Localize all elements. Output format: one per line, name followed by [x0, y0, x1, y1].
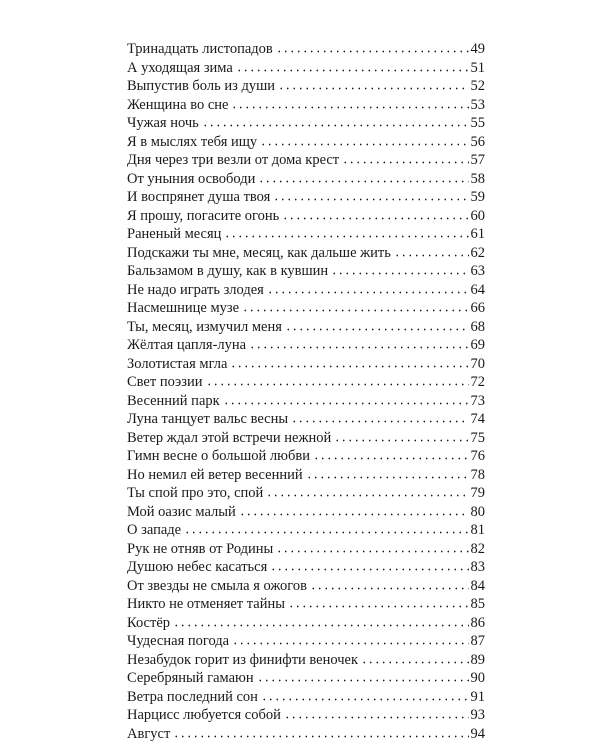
- toc-entry-title: Насмешнице музе: [127, 300, 240, 316]
- dot-leader: [394, 247, 469, 257]
- toc-entry: [127, 540, 485, 559]
- toc-entry-page-number: 81: [470, 522, 485, 538]
- toc-entry-page-number: 80: [470, 503, 485, 520]
- table-of-contents: [127, 40, 485, 743]
- dot-leader: [282, 210, 468, 220]
- dot-leader: [231, 99, 468, 109]
- toc-entry: [127, 429, 485, 448]
- toc-entry-title: Бальзамом в душу, как в кувшин: [127, 263, 329, 279]
- dot-leader: [266, 487, 468, 497]
- dot-leader: [261, 691, 469, 701]
- toc-entry-page-number: 82: [470, 540, 485, 557]
- toc-entry: [127, 484, 485, 503]
- toc-entry-page-number: 87: [470, 633, 485, 649]
- toc-entry-title: Ты, месяц, измучил меня: [127, 318, 282, 335]
- toc-entry-title: Я прошу, погасите огонь: [127, 207, 280, 224]
- dot-leader: [173, 617, 468, 627]
- toc-entry: [127, 151, 485, 170]
- toc-entry: [127, 299, 485, 318]
- toc-entry: [127, 336, 485, 355]
- dot-leader: [276, 43, 469, 53]
- toc-entry: [127, 114, 485, 133]
- toc-entry-page-number: 57: [470, 152, 485, 168]
- dot-leader: [258, 173, 468, 183]
- toc-entry-page-number: 51: [470, 59, 485, 76]
- toc-entry-title: Душою небес касаться: [127, 559, 268, 575]
- toc-entry-title: Гимн весне о большой любви: [127, 448, 310, 464]
- toc-entry-title: Не надо играть злодея: [127, 281, 264, 298]
- dot-leader: [342, 154, 468, 164]
- toc-entry: [127, 410, 485, 429]
- toc-entry-page-number: 94: [470, 725, 485, 742]
- dot-leader: [288, 598, 469, 608]
- toc-entry-title: Незабудок горит из финифти веночек: [127, 651, 359, 668]
- toc-entry-title: Раненый месяц: [127, 226, 222, 242]
- toc-entry-page-number: 62: [470, 244, 485, 261]
- toc-entry-page-number: 60: [470, 207, 485, 224]
- toc-entry-title: Рук не отняв от Родины: [127, 540, 274, 557]
- toc-entry: [127, 133, 485, 152]
- toc-entry-page-number: 56: [470, 133, 485, 150]
- toc-entry-page-number: 69: [470, 337, 485, 353]
- dot-leader: [239, 506, 469, 516]
- toc-entry: [127, 96, 485, 115]
- dot-leader: [334, 432, 468, 442]
- toc-entry-page-number: 91: [470, 688, 485, 705]
- toc-entry-title: Жёлтая цапля-луна: [127, 337, 247, 353]
- toc-entry: [127, 503, 485, 522]
- toc-entry: [127, 706, 485, 725]
- toc-entry: [127, 688, 485, 707]
- toc-entry-title: Серебряный гамаюн: [127, 670, 254, 686]
- toc-entry-title: Женщина во сне: [127, 96, 229, 113]
- toc-entry-title: Чудесная погода: [127, 633, 230, 649]
- toc-entry-title: Мой оазис малый: [127, 503, 236, 520]
- toc-entry: [127, 577, 485, 596]
- toc-entry-page-number: 75: [470, 429, 485, 446]
- toc-entry-title: А уходящая зима: [127, 59, 233, 76]
- toc-entry-page-number: 49: [470, 41, 485, 57]
- toc-entry-page-number: 55: [470, 115, 485, 131]
- toc-entry-page-number: 70: [470, 355, 485, 372]
- dot-leader: [230, 358, 468, 368]
- toc-entry-page-number: 66: [470, 300, 485, 316]
- toc-entry-title: Ты спой про это, спой: [127, 485, 264, 501]
- toc-entry-title: Дня через три везли от дома крест: [127, 152, 340, 168]
- dot-leader: [184, 524, 468, 534]
- dot-leader: [313, 450, 469, 460]
- toc-entry-title: Тринадцать листопадов: [127, 41, 273, 57]
- toc-entry-page-number: 73: [470, 392, 485, 409]
- dot-leader: [291, 413, 468, 423]
- toc-entry: [127, 318, 485, 337]
- dot-leader: [206, 376, 469, 386]
- toc-entry-title: От уныния освободи: [127, 170, 256, 187]
- toc-entry-title: Ветра последний сон: [127, 688, 258, 705]
- toc-entry-page-number: 52: [470, 78, 485, 94]
- dot-leader: [273, 191, 468, 201]
- toc-entry: [127, 40, 485, 59]
- toc-entry-page-number: 86: [470, 614, 485, 631]
- dot-leader: [249, 339, 468, 349]
- toc-entry-title: Чужая ночь: [127, 115, 199, 131]
- toc-entry: [127, 207, 485, 226]
- toc-entry-page-number: 84: [470, 577, 485, 594]
- toc-entry-page-number: 89: [470, 651, 485, 668]
- toc-entry-page-number: 59: [470, 189, 485, 205]
- toc-entry-title: Нарцисс любуется собой: [127, 707, 281, 723]
- toc-entry-page-number: 85: [470, 596, 485, 612]
- toc-entry: [127, 170, 485, 189]
- toc-entry-page-number: 79: [470, 485, 485, 501]
- toc-entry: [127, 355, 485, 374]
- toc-entry-title: Луна танцует вальс весны: [127, 411, 289, 427]
- toc-entry: [127, 392, 485, 411]
- toc-entry: [127, 466, 485, 485]
- dot-leader: [331, 265, 468, 275]
- dot-leader: [270, 561, 468, 571]
- dot-leader: [278, 80, 468, 90]
- toc-entry-title: Костёр: [127, 614, 171, 631]
- dot-leader: [173, 728, 468, 738]
- dot-leader: [242, 302, 468, 312]
- toc-entry-title: Я в мыслях тебя ищу: [127, 133, 258, 150]
- toc-entry-title: Свет поэзии: [127, 374, 203, 390]
- toc-entry-page-number: 78: [470, 466, 485, 483]
- toc-entry-page-number: 58: [470, 170, 485, 187]
- toc-entry-page-number: 68: [470, 318, 485, 335]
- toc-entry: [127, 447, 485, 466]
- toc-entry: [127, 651, 485, 670]
- toc-entry-title: О западе: [127, 522, 182, 538]
- toc-entry-title: От звезды не смыла я ожогов: [127, 577, 307, 594]
- toc-entry-title: Но немил ей ветер весенний: [127, 466, 303, 483]
- toc-entry-page-number: 64: [470, 281, 485, 298]
- toc-entry: [127, 595, 485, 614]
- toc-entry-page-number: 93: [470, 707, 485, 723]
- toc-entry-title: Подскажи ты мне, месяц, как дальше жить: [127, 244, 391, 261]
- toc-entry-page-number: 53: [470, 96, 485, 113]
- toc-entry-page-number: 76: [470, 448, 485, 464]
- dot-leader: [306, 469, 469, 479]
- dot-leader: [236, 62, 469, 72]
- toc-entry: [127, 77, 485, 96]
- toc-entry: [127, 373, 485, 392]
- toc-entry-page-number: 74: [470, 411, 485, 427]
- toc-entry: [127, 669, 485, 688]
- toc-entry: [127, 59, 485, 78]
- dot-leader: [223, 395, 469, 405]
- toc-entry-page-number: 90: [470, 670, 485, 686]
- toc-entry-title: Август: [127, 725, 171, 742]
- dot-leader: [310, 580, 469, 590]
- toc-entry-title: Никто не отменяет тайны: [127, 596, 285, 612]
- toc-entry: [127, 262, 485, 281]
- dot-leader: [202, 117, 469, 127]
- toc-entry: [127, 244, 485, 263]
- dot-leader: [224, 228, 468, 238]
- toc-entry: [127, 632, 485, 651]
- dot-leader: [284, 709, 469, 719]
- toc-entry-page-number: 72: [470, 374, 485, 390]
- dot-leader: [257, 672, 469, 682]
- toc-entry: [127, 521, 485, 540]
- dot-leader: [276, 543, 468, 553]
- dot-leader: [285, 321, 469, 331]
- toc-entry: [127, 281, 485, 300]
- toc-entry: [127, 614, 485, 633]
- toc-entry: [127, 558, 485, 577]
- toc-entry-title: И воспрянет душа твоя: [127, 189, 271, 205]
- toc-entry-page-number: 83: [470, 559, 485, 575]
- toc-entry: [127, 725, 485, 744]
- toc-entry-title: Выпустив боль из души: [127, 78, 276, 94]
- dot-leader: [260, 136, 468, 146]
- toc-entry: [127, 188, 485, 207]
- toc-entry: [127, 225, 485, 244]
- toc-entry-page-number: 61: [470, 226, 485, 242]
- dot-leader: [232, 635, 468, 645]
- toc-entry-title: Ветер ждал этой встречи нежной: [127, 429, 332, 446]
- dot-leader: [361, 654, 468, 664]
- dot-leader: [267, 284, 469, 294]
- toc-entry-title: Весенний парк: [127, 392, 220, 409]
- toc-entry-page-number: 63: [470, 263, 485, 279]
- toc-entry-title: Золотистая мгла: [127, 355, 228, 372]
